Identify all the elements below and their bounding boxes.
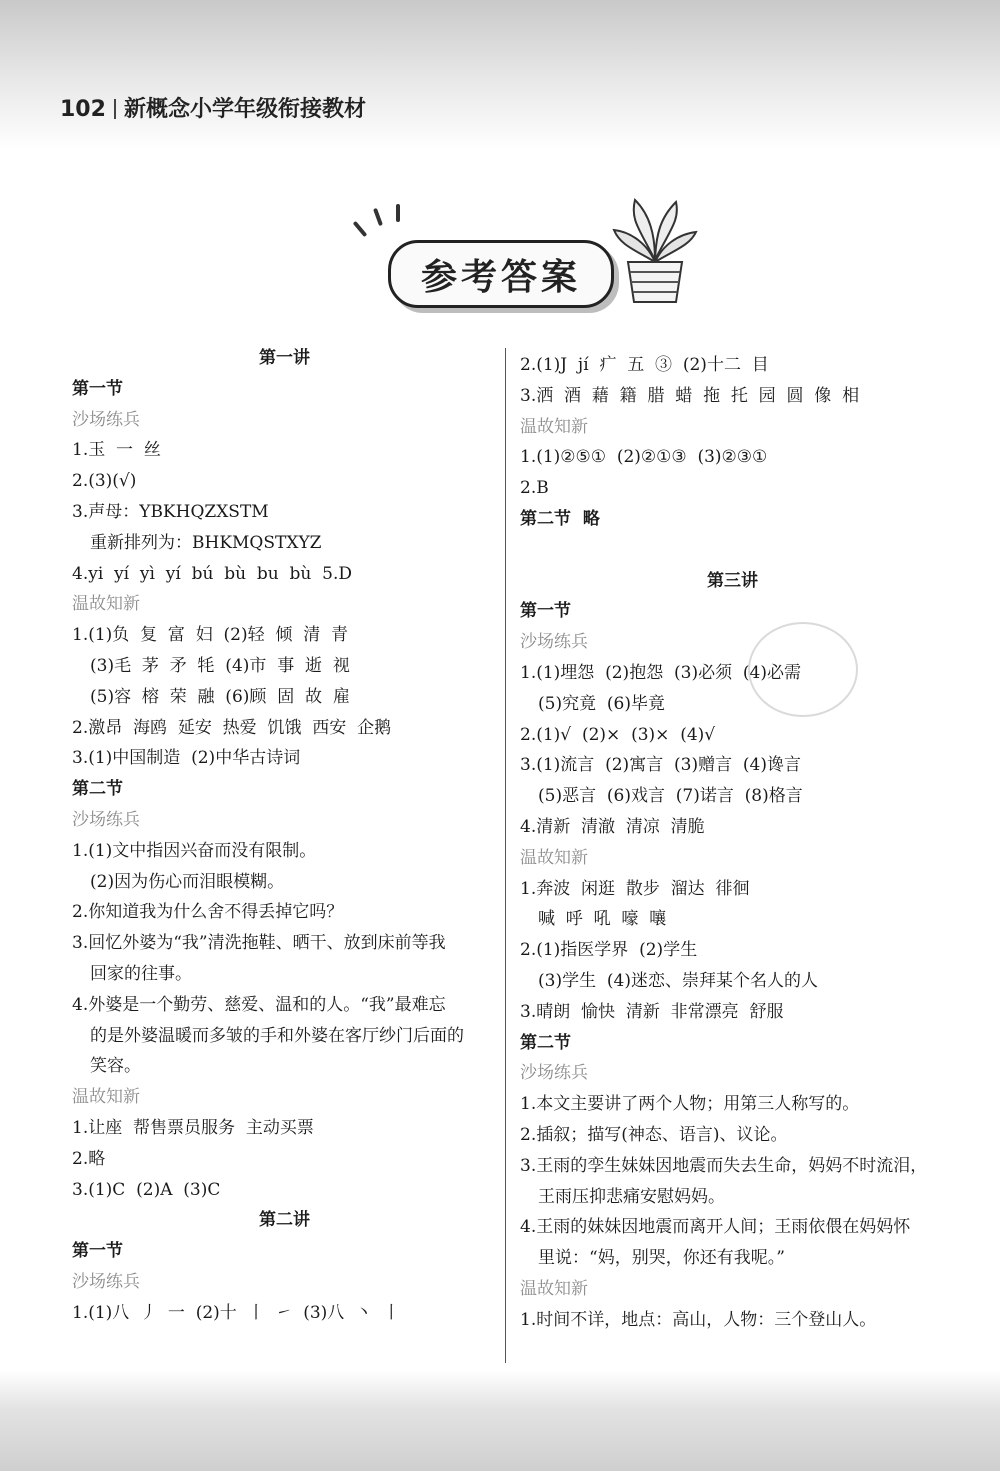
answer-line: 2.(1)J jí 疒 五 ③ (2)十二 目 [520, 355, 769, 375]
answer-line: 第二节 [72, 779, 123, 800]
answer-line: 2.(3)(√) [72, 471, 137, 492]
answer-line: 第一节 [72, 1241, 123, 1262]
answer-line: 4.外婆是一个勤劳、慈爱、温和的人。“我”最难忘 [72, 994, 446, 1015]
answer-line: 2.你知道我为什么舍不得丢掉它吗？ [72, 902, 344, 923]
answer-line: 1.(1)八 丿 一 (2)十 丨 ㇀ (3)八 丶 丨 [72, 1302, 400, 1323]
answer-line: 2.略 [72, 1148, 106, 1169]
page-header [60, 92, 366, 123]
answer-line: 1.(1)②⑤① (2)②①③ (3)②③① [520, 447, 768, 468]
answer-line: 笑容。 [90, 1056, 141, 1077]
answer-line: 1.本文主要讲了两个人物；用第三人称写的。 [520, 1094, 860, 1115]
answer-line: 2.(1)指医学界 (2)学生 [520, 940, 698, 961]
answer-line: 1.让座 帮售票员服务 主动买票 [72, 1117, 314, 1138]
answer-line: 4.王雨的妹妹因地震而离开人间；王雨依偎在妈妈怀 [520, 1217, 911, 1238]
answer-line: 沙场练兵 [72, 409, 140, 430]
answer-line: 3.王雨的孪生妹妹因地震而失去生命，妈妈不时流泪， [520, 1155, 928, 1176]
spark-mark [373, 208, 383, 226]
answer-line: 温故知新 [72, 594, 140, 615]
answer-line: (3)毛 茅 矛 牦 (4)市 事 逝 视 [90, 655, 350, 676]
answer-line: 3.(1)中国制造 (2)中华古诗词 [72, 748, 301, 769]
answer-line: (5)容 榕 荣 融 (6)顾 固 故 雇 [90, 686, 350, 707]
spark-mark [396, 204, 400, 222]
answer-line: 1.(1)负 复 富 妇 (2)轻 倾 清 青 [72, 625, 349, 646]
answer-key-banner [340, 190, 700, 320]
answer-line: 第二讲 [259, 1210, 310, 1231]
answer-line: 重新排列为：BHKMQSTXYZ [90, 532, 322, 553]
answer-line: 3.回忆外婆为“我”清洗拖鞋、晒干、放到床前等我 [72, 933, 446, 954]
stamp-seal [748, 622, 858, 717]
spark-mark [353, 221, 368, 237]
answer-line: 沙场练兵 [520, 632, 588, 653]
answer-line: 3.声母：YBKHQZXSTM [72, 501, 269, 522]
answer-line: 第二节 略 [520, 508, 600, 529]
book-title: 新概念小学年级衔接教材 [123, 97, 366, 122]
answer-line: 4.yi yí yì yí bú bù bu bù 5.D [72, 563, 353, 584]
answer-line: 2.插叙；描写(神态、语言)、议论。 [520, 1124, 788, 1145]
answer-line: 王雨压抑悲痛安慰妈妈。 [538, 1186, 725, 1207]
answer-line: 3.(1)C (2)A (3)C [72, 1179, 221, 1200]
answer-line: 沙场练兵 [520, 1063, 588, 1084]
answer-line: 喊 呼 吼 嚎 嚷 [538, 909, 667, 930]
answer-line: 3.洒 酒 藉 籍 腊 蜡 拖 托 园 圆 像 相 [520, 385, 860, 406]
bottom-decorative-band [0, 1370, 1000, 1471]
answer-line: 4.清新 清澈 清凉 清脆 [520, 816, 705, 837]
answer-line: 第一节 [520, 601, 571, 622]
answer-line: 2.B [520, 478, 549, 499]
answer-line: 第三讲 [707, 570, 758, 591]
banner-title: 参考答案 [388, 240, 614, 308]
page-number: 102 [60, 97, 106, 122]
answer-line: 沙场练兵 [72, 809, 140, 830]
answer-line [520, 535, 945, 566]
answer-line: (3)学生 (4)迷恋、崇拜某个名人的人 [538, 970, 818, 991]
answer-line: (5)究竟 (6)毕竟 [538, 693, 665, 714]
column-divider [505, 348, 506, 1363]
answer-line: 1.(1)文中指因兴奋而没有限制。 [72, 840, 317, 861]
answer-line: 1.奔波 闲逛 散步 溜达 徘徊 [520, 878, 750, 899]
answer-line: (5)恶言 (6)戏言 (7)诺言 (8)格言 [538, 786, 803, 807]
answer-line: 1.玉 一 丝 [72, 440, 161, 461]
potted-plant-icon [610, 190, 700, 310]
answer-line: 第二节 [520, 1032, 571, 1053]
right-answer-column [520, 350, 945, 1336]
answer-line: 3.(1)流言 (2)寓言 (3)赠言 (4)谗言 [520, 755, 801, 776]
top-decorative-band [0, 0, 1000, 150]
answer-line: 3.晴朗 愉快 清新 非常漂亮 舒服 [520, 1001, 784, 1022]
answer-line: 第一节 [72, 378, 123, 399]
answer-line: 2.激昂 海鸥 延安 热爱 饥饿 西安 企鹅 [72, 717, 392, 738]
answer-line: 温故知新 [72, 1087, 140, 1108]
answer-line: 回家的往事。 [90, 963, 192, 984]
answer-line: 温故知新 [520, 1278, 588, 1299]
answer-line: 的是外婆温暖而多皱的手和外婆在客厅纱门后面的 [90, 1025, 464, 1046]
answer-line: 沙场练兵 [72, 1271, 140, 1292]
answer-line: 1.(1)埋怨 (2)抱怨 (3)必须 (4)必需 [520, 662, 801, 683]
left-answer-column [72, 343, 497, 1329]
answer-line: 2.(1)√ (2)× (3)× (4)√ [520, 724, 716, 745]
answer-line: (2)因为伤心而泪眼模糊。 [90, 871, 285, 892]
answer-line: 1.时间不详，地点：高山，人物：三个登山人。 [520, 1309, 877, 1330]
header-separator [114, 99, 116, 119]
answer-line: 第一讲 [259, 348, 310, 368]
answer-line: 里说：“妈，别哭，你还有我呢。” [538, 1248, 785, 1269]
answer-line: 温故知新 [520, 416, 588, 437]
answer-line: 温故知新 [520, 847, 588, 868]
